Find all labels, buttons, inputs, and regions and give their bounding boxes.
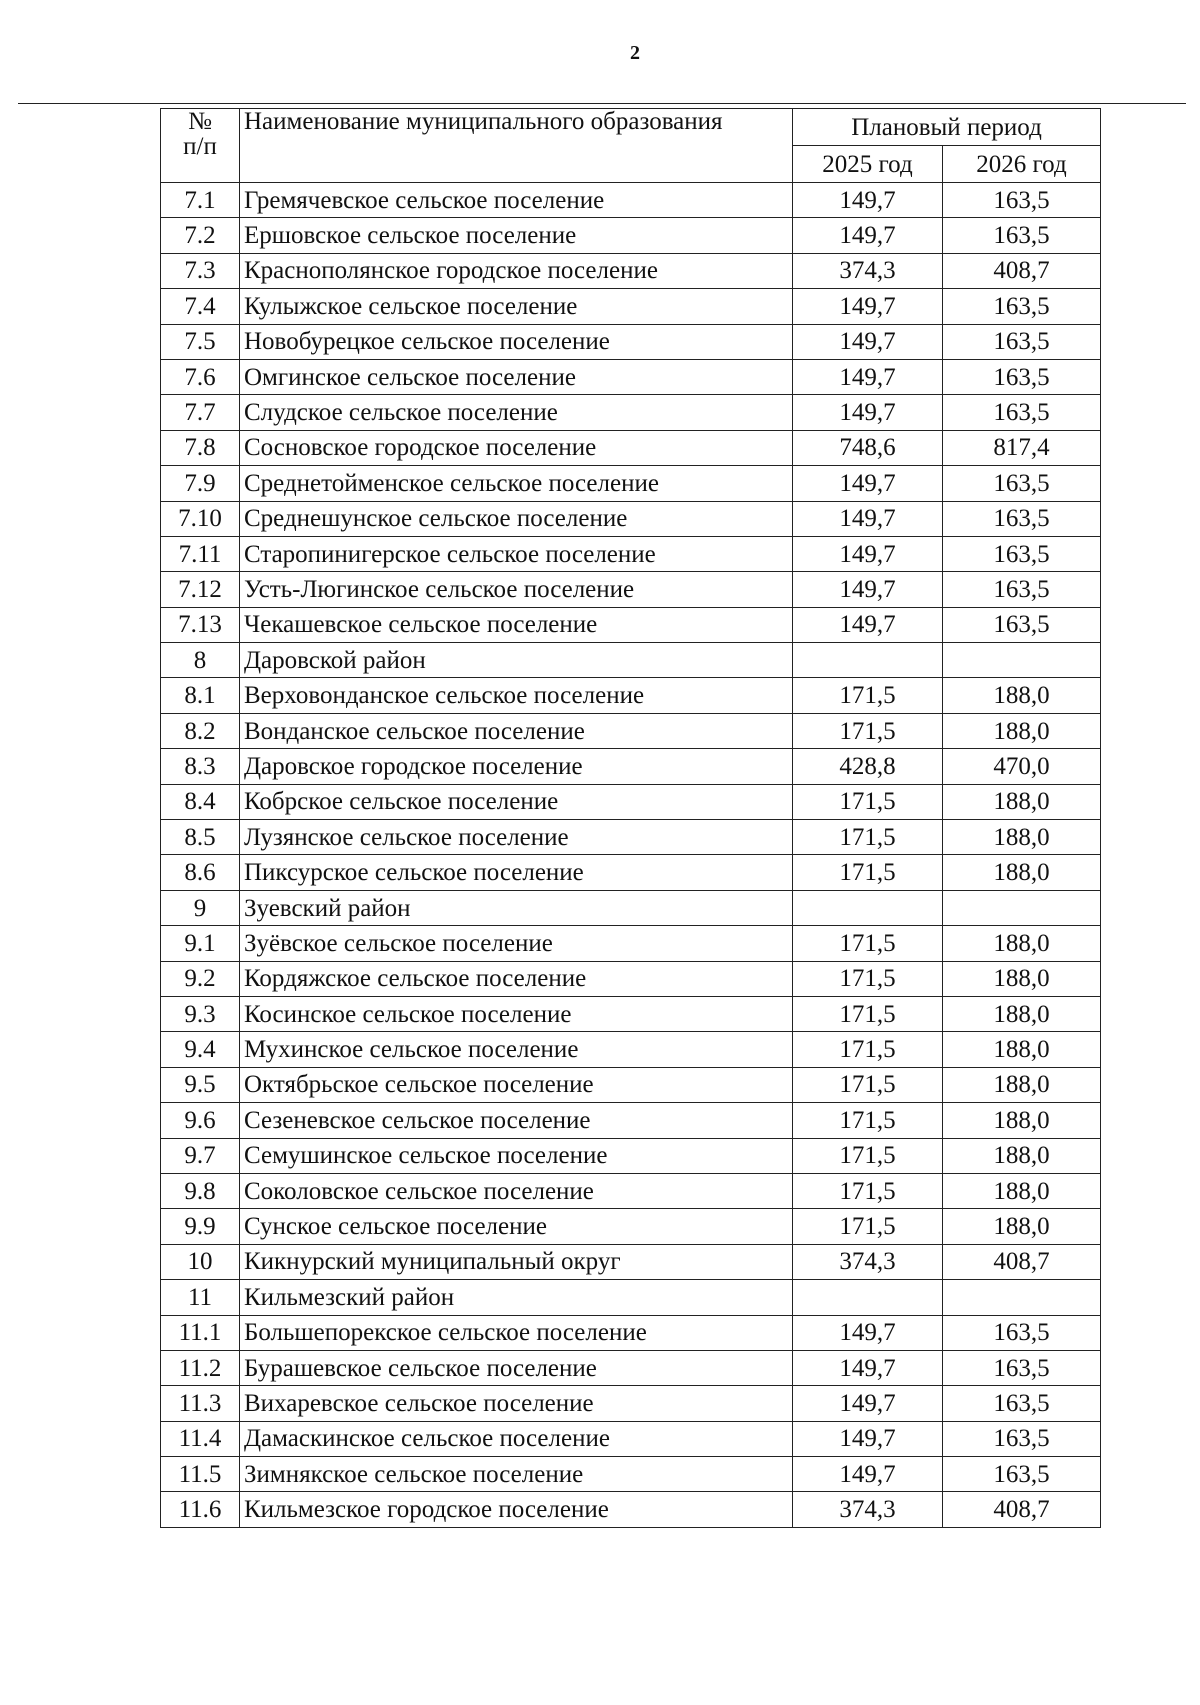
row-number: 7.5 — [161, 324, 240, 359]
table-row — [161, 183, 1101, 218]
row-name: Большепорекское сельское поселение — [240, 1315, 793, 1350]
row-value-2026: 163,5 — [943, 1350, 1101, 1385]
row-value-2025: 149,7 — [793, 536, 943, 571]
row-number: 9.9 — [161, 1209, 240, 1244]
row-value-2026: 188,0 — [943, 961, 1101, 996]
row-value-2025 — [793, 643, 943, 678]
row-name: Слудское сельское поселение — [240, 395, 793, 430]
row-name: Среднешунское сельское поселение — [240, 501, 793, 536]
table-row — [161, 643, 1101, 678]
row-name: Лузянское сельское поселение — [240, 820, 793, 855]
page-number: 2 — [630, 42, 640, 64]
header-number-abbr: п/п — [183, 133, 217, 160]
row-name: Зуёвское сельское поселение — [240, 926, 793, 961]
row-value-2026 — [943, 890, 1101, 925]
row-value-2025: 171,5 — [793, 961, 943, 996]
row-name: Вихаревское сельское поселение — [240, 1386, 793, 1421]
row-value-2025: 149,7 — [793, 1421, 943, 1456]
table-row — [161, 1457, 1101, 1492]
row-value-2025: 149,7 — [793, 607, 943, 642]
row-name: Вонданское сельское поселение — [240, 713, 793, 748]
row-number: 9.7 — [161, 1138, 240, 1173]
row-value-2026: 188,0 — [943, 996, 1101, 1031]
row-value-2025: 171,5 — [793, 1067, 943, 1102]
row-value-2026: 163,5 — [943, 1315, 1101, 1350]
row-value-2026: 188,0 — [943, 855, 1101, 890]
table-row — [161, 395, 1101, 430]
row-value-2025 — [793, 890, 943, 925]
row-number: 9.6 — [161, 1103, 240, 1138]
table-row — [161, 572, 1101, 607]
row-value-2026: 470,0 — [943, 749, 1101, 784]
header-number-sign: № — [188, 108, 212, 135]
row-name: Кордяжское сельское поселение — [240, 961, 793, 996]
row-value-2025: 149,7 — [793, 395, 943, 430]
row-value-2026: 408,7 — [943, 1492, 1101, 1527]
row-name: Новобурецкое сельское поселение — [240, 324, 793, 359]
header-planned-period: Плановый период — [793, 109, 1101, 146]
row-number: 8.2 — [161, 713, 240, 748]
row-value-2025: 149,7 — [793, 289, 943, 324]
row-name: Косинское сельское поселение — [240, 996, 793, 1031]
row-value-2026: 188,0 — [943, 678, 1101, 713]
row-name: Дамаскинское сельское поселение — [240, 1421, 793, 1456]
table-row — [161, 678, 1101, 713]
row-value-2026: 163,5 — [943, 1421, 1101, 1456]
row-number: 8.3 — [161, 749, 240, 784]
row-name: Кильмезское городское поселение — [240, 1492, 793, 1527]
table-row — [161, 1032, 1101, 1067]
row-number: 7.1 — [161, 183, 240, 218]
row-number: 7.7 — [161, 395, 240, 430]
row-name: Октябрьское сельское поселение — [240, 1067, 793, 1102]
header-name: Наименование муниципального образования — [240, 109, 793, 183]
row-name: Сосновское городское поселение — [240, 430, 793, 465]
row-value-2026: 163,5 — [943, 218, 1101, 253]
row-number: 11.2 — [161, 1350, 240, 1385]
row-name: Краснополянское городское поселение — [240, 253, 793, 288]
row-value-2025: 171,5 — [793, 784, 943, 819]
table-row — [161, 607, 1101, 642]
row-value-2025: 171,5 — [793, 1173, 943, 1208]
row-value-2026: 163,5 — [943, 395, 1101, 430]
row-value-2025: 374,3 — [793, 253, 943, 288]
table-row — [161, 253, 1101, 288]
row-name: Сунское сельское поселение — [240, 1209, 793, 1244]
allocation-table — [160, 108, 1101, 1528]
row-value-2025: 374,3 — [793, 1492, 943, 1527]
header-row-1 — [161, 109, 1101, 146]
table-row — [161, 713, 1101, 748]
table-row — [161, 961, 1101, 996]
row-name: Даровское городское поселение — [240, 749, 793, 784]
row-number: 7.3 — [161, 253, 240, 288]
row-value-2026 — [943, 1280, 1101, 1315]
table-row — [161, 1138, 1101, 1173]
row-name: Зимнякское сельское поселение — [240, 1457, 793, 1492]
table-row — [161, 749, 1101, 784]
row-number: 7.13 — [161, 607, 240, 642]
row-number: 7.10 — [161, 501, 240, 536]
row-value-2026: 163,5 — [943, 1386, 1101, 1421]
row-value-2025: 171,5 — [793, 1209, 943, 1244]
row-value-2025 — [793, 1280, 943, 1315]
row-name: Чекашевское сельское поселение — [240, 607, 793, 642]
row-value-2025: 149,7 — [793, 1457, 943, 1492]
row-name: Даровской район — [240, 643, 793, 678]
table-row — [161, 218, 1101, 253]
row-value-2026: 188,0 — [943, 1209, 1101, 1244]
row-value-2025: 149,7 — [793, 1315, 943, 1350]
table-row — [161, 996, 1101, 1031]
table-row — [161, 1209, 1101, 1244]
table-row — [161, 1067, 1101, 1102]
row-value-2025: 149,7 — [793, 1386, 943, 1421]
row-value-2026: 163,5 — [943, 289, 1101, 324]
row-name: Бурашевское сельское поселение — [240, 1350, 793, 1385]
row-number: 7.4 — [161, 289, 240, 324]
row-value-2025: 149,7 — [793, 501, 943, 536]
row-value-2026: 188,0 — [943, 1032, 1101, 1067]
row-value-2026: 163,5 — [943, 572, 1101, 607]
table-row — [161, 430, 1101, 465]
table-row — [161, 890, 1101, 925]
row-name: Сезеневское сельское поселение — [240, 1103, 793, 1138]
row-value-2026: 188,0 — [943, 784, 1101, 819]
row-name: Старопинигерское сельское поселение — [240, 536, 793, 571]
row-value-2025: 171,5 — [793, 1103, 943, 1138]
table-row — [161, 1173, 1101, 1208]
table-row — [161, 359, 1101, 394]
row-value-2026: 163,5 — [943, 501, 1101, 536]
row-value-2026: 163,5 — [943, 607, 1101, 642]
row-number: 8.5 — [161, 820, 240, 855]
row-value-2025: 171,5 — [793, 713, 943, 748]
row-number: 9.4 — [161, 1032, 240, 1067]
row-number: 7.2 — [161, 218, 240, 253]
row-value-2025: 171,5 — [793, 678, 943, 713]
row-value-2026: 188,0 — [943, 926, 1101, 961]
row-value-2026: 163,5 — [943, 466, 1101, 501]
row-value-2025: 171,5 — [793, 1032, 943, 1067]
row-number: 9.1 — [161, 926, 240, 961]
row-number: 8.4 — [161, 784, 240, 819]
row-value-2026: 817,4 — [943, 430, 1101, 465]
row-value-2025: 149,7 — [793, 324, 943, 359]
row-value-2026: 408,7 — [943, 1244, 1101, 1279]
row-number: 9 — [161, 890, 240, 925]
row-name: Омгинское сельское поселение — [240, 359, 793, 394]
row-name: Среднетойменское сельское поселение — [240, 466, 793, 501]
row-value-2026: 188,0 — [943, 713, 1101, 748]
row-number: 7.11 — [161, 536, 240, 571]
row-number: 8.6 — [161, 855, 240, 890]
row-value-2026: 408,7 — [943, 253, 1101, 288]
row-number: 11.5 — [161, 1457, 240, 1492]
row-name: Усть-Люгинское сельское поселение — [240, 572, 793, 607]
row-name: Гремячевское сельское поселение — [240, 183, 793, 218]
row-value-2026 — [943, 643, 1101, 678]
row-value-2026: 163,5 — [943, 183, 1101, 218]
table-row — [161, 501, 1101, 536]
row-value-2025: 149,7 — [793, 1350, 943, 1385]
table-row — [161, 820, 1101, 855]
table-row — [161, 536, 1101, 571]
row-value-2025: 171,5 — [793, 820, 943, 855]
row-value-2025: 374,3 — [793, 1244, 943, 1279]
row-value-2026: 188,0 — [943, 1138, 1101, 1173]
row-value-2025: 149,7 — [793, 572, 943, 607]
row-value-2025: 149,7 — [793, 359, 943, 394]
row-value-2025: 171,5 — [793, 996, 943, 1031]
row-value-2026: 188,0 — [943, 1067, 1101, 1102]
table-row — [161, 784, 1101, 819]
table-row — [161, 289, 1101, 324]
row-number: 8.1 — [161, 678, 240, 713]
row-value-2025: 149,7 — [793, 218, 943, 253]
row-value-2025: 171,5 — [793, 855, 943, 890]
row-number: 7.6 — [161, 359, 240, 394]
table-row — [161, 926, 1101, 961]
table-row — [161, 1244, 1101, 1279]
row-name: Кильмезский район — [240, 1280, 793, 1315]
row-value-2025: 748,6 — [793, 430, 943, 465]
row-value-2026: 163,5 — [943, 536, 1101, 571]
row-number: 7.8 — [161, 430, 240, 465]
row-name: Соколовское сельское поселение — [240, 1173, 793, 1208]
header-number — [161, 109, 240, 183]
row-name: Кикнурский муниципальный округ — [240, 1244, 793, 1279]
row-number: 9.5 — [161, 1067, 240, 1102]
row-value-2026: 188,0 — [943, 820, 1101, 855]
row-name: Кулыжское сельское поселение — [240, 289, 793, 324]
table-body — [161, 183, 1101, 1528]
row-name: Мухинское сельское поселение — [240, 1032, 793, 1067]
row-number: 11.1 — [161, 1315, 240, 1350]
row-number: 7.12 — [161, 572, 240, 607]
table-row — [161, 1103, 1101, 1138]
row-value-2025: 171,5 — [793, 1138, 943, 1173]
row-value-2026: 163,5 — [943, 1457, 1101, 1492]
row-value-2026: 188,0 — [943, 1103, 1101, 1138]
row-number: 11.6 — [161, 1492, 240, 1527]
row-name: Зуевский район — [240, 890, 793, 925]
header-year-2026: 2026 год — [943, 146, 1101, 183]
table-row — [161, 1386, 1101, 1421]
row-number: 9.3 — [161, 996, 240, 1031]
row-value-2026: 188,0 — [943, 1173, 1101, 1208]
header-year-2025: 2025 год — [793, 146, 943, 183]
row-number: 9.2 — [161, 961, 240, 996]
row-name: Верховонданское сельское поселение — [240, 678, 793, 713]
row-name: Кобрское сельское поселение — [240, 784, 793, 819]
table-row — [161, 324, 1101, 359]
row-value-2025: 149,7 — [793, 183, 943, 218]
row-value-2025: 171,5 — [793, 926, 943, 961]
table-row — [161, 1280, 1101, 1315]
row-value-2025: 428,8 — [793, 749, 943, 784]
table-header — [161, 109, 1101, 183]
row-number: 8 — [161, 643, 240, 678]
row-number: 11.3 — [161, 1386, 240, 1421]
row-number: 11 — [161, 1280, 240, 1315]
table-row — [161, 466, 1101, 501]
row-number: 9.8 — [161, 1173, 240, 1208]
table-row — [161, 1350, 1101, 1385]
row-name: Пиксурское сельское поселение — [240, 855, 793, 890]
table-row — [161, 1421, 1101, 1456]
header-rule — [18, 103, 1186, 104]
row-number: 11.4 — [161, 1421, 240, 1456]
row-number: 10 — [161, 1244, 240, 1279]
table-row — [161, 1315, 1101, 1350]
row-number: 7.9 — [161, 466, 240, 501]
row-value-2026: 163,5 — [943, 359, 1101, 394]
row-value-2026: 163,5 — [943, 324, 1101, 359]
row-name: Семушинское сельское поселение — [240, 1138, 793, 1173]
row-value-2025: 149,7 — [793, 466, 943, 501]
table-row — [161, 1492, 1101, 1527]
row-name: Ершовское сельское поселение — [240, 218, 793, 253]
table-row — [161, 855, 1101, 890]
